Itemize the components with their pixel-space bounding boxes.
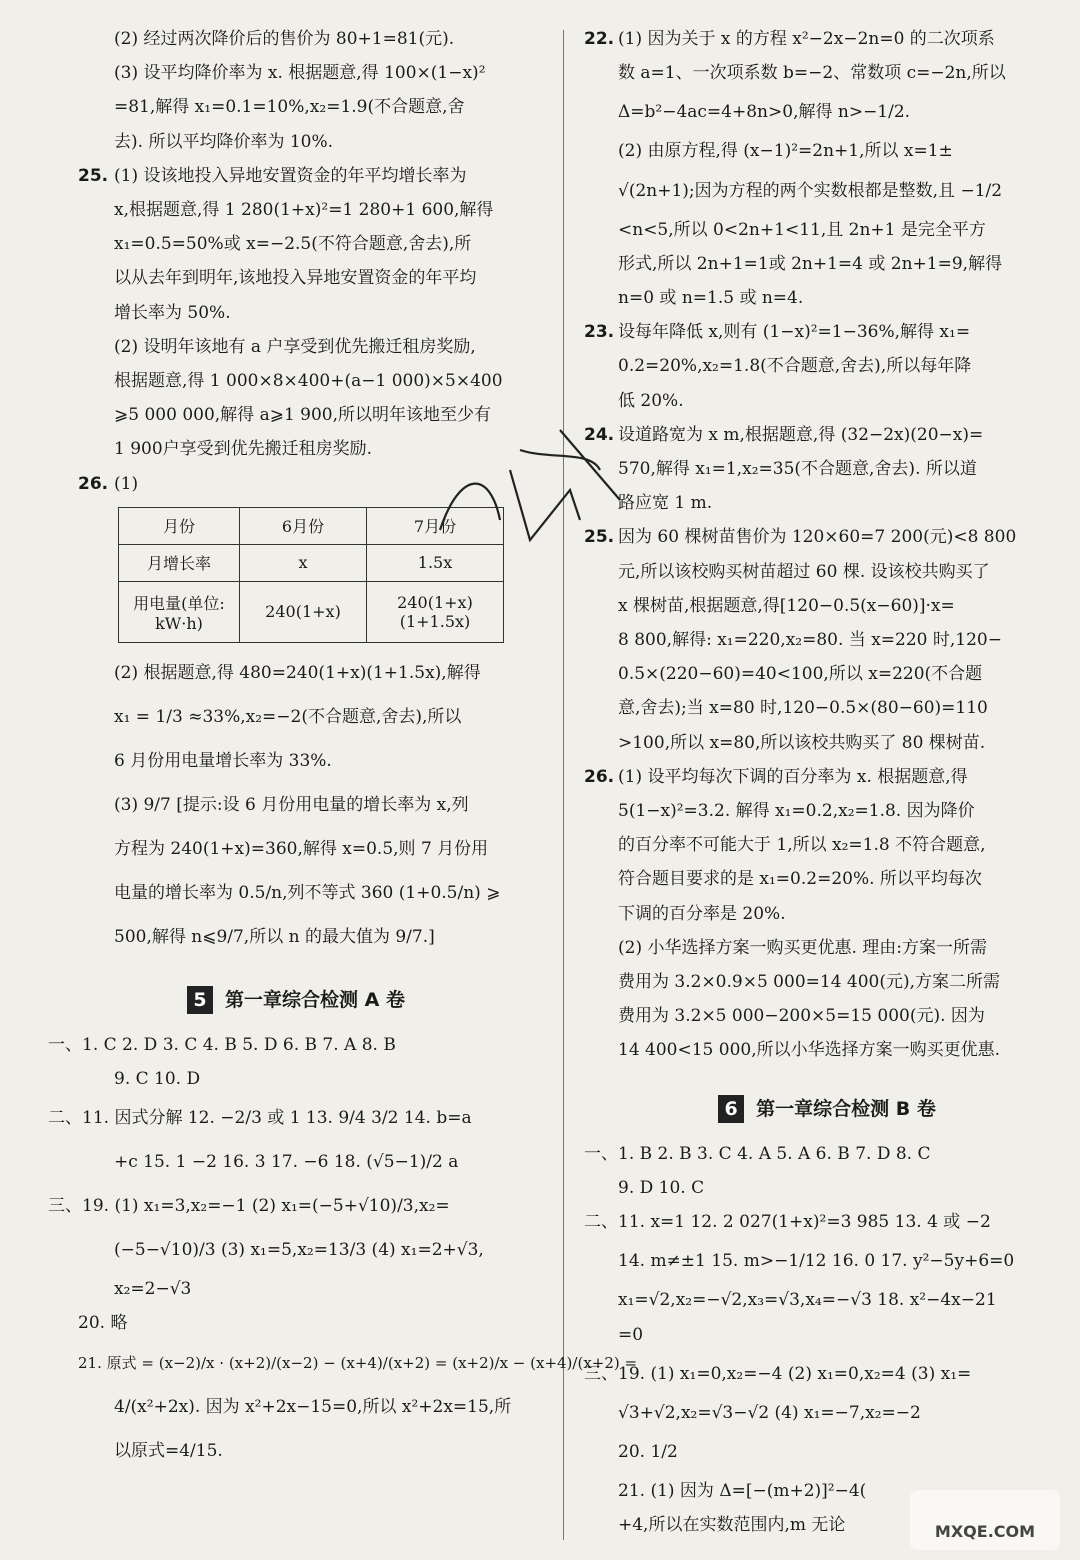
question-number: 25.: [584, 527, 615, 548]
text-line: 9. C 10. D: [114, 1069, 201, 1090]
text-line: 5(1−x)²=3.2. 解得 x₁=0.2,x₂=1.8. 因为降价: [618, 801, 975, 822]
handwritten-scribble: [420, 410, 640, 590]
text-line: 的百分率不可能大于 1,所以 x₂=1.8 不符合题意,: [618, 835, 986, 856]
table-cell: 240(1+x)(1+1.5x): [367, 581, 504, 642]
watermark-logo: [910, 1490, 1060, 1550]
question-number: 26.: [78, 473, 109, 494]
text-line: 20. 略: [78, 1313, 128, 1334]
question-number: 22.: [584, 29, 615, 49]
section-badge: 5: [187, 986, 213, 1014]
text-line: x₁ = 1/3 ≈33%,x₂=−2(不合题意,舍去),所以: [114, 706, 462, 727]
section-title: 第一章综合检测 B 卷: [756, 1097, 936, 1120]
table-cell: 7月份: [367, 507, 504, 544]
text-line: 0.5×(220−60)=40<100,所以 x=220(不合题: [618, 664, 983, 685]
text-line: (2) 设明年该地有 a 户享受到优先搬迁租房奖励,: [114, 336, 476, 357]
text-line: (−5−√10)/3 (3) x₁=5,x₂=13/3 (4) x₁=2+√3,: [114, 1240, 484, 1261]
question-number: 26.: [584, 766, 615, 787]
right-column: [584, 22, 1070, 1542]
text-line: (3) 9/7 [提示:设 6 月份用电量的增长率为 x,列: [114, 794, 469, 815]
text-line: 20. 1/2: [618, 1441, 678, 1462]
table-cell: 6月份: [240, 507, 367, 544]
text-line: 二、11. 因式分解 12. −2/3 或 1 13. 9/4 3/2 14. b=a: [48, 1108, 472, 1129]
text-line: 4/(x²+2x). 因为 x²+2x−15=0,所以 x²+2x=15,所: [114, 1396, 512, 1417]
table-cell: 用电量(单位: kW·h): [119, 581, 240, 642]
text-line: 9. D 10. C: [618, 1177, 705, 1198]
question-number: 23.: [584, 322, 615, 343]
text-line: 符合题目要求的是 x₁=0.2=20%. 所以平均每次: [618, 869, 982, 890]
text-line: +4,所以在实数范围内,m 无论: [618, 1515, 846, 1536]
text-line: 21. 原式 = (x−2)/x · (x+2)/(x−2) − (x+4)/(x+2) = (x+2)/x − (x+4)/(x+2) =: [78, 1353, 638, 1372]
text-line: 电量的增长率为 0.5/n,列不等式 360 (1+0.5/n) ⩾: [114, 882, 501, 903]
text-line: 一、1. C 2. D 3. C 4. B 5. D 6. B 7. A 8. B: [48, 1034, 396, 1055]
text-line: 路应宽 1 m.: [618, 493, 713, 514]
text-line: =81,解得 x₁=0.1=10%,x₂=1.9(不合题意,舍: [114, 97, 465, 118]
text-line: √3+√2,x₂=√3−√2 (4) x₁=−7,x₂=−2: [618, 1402, 921, 1423]
text-line: 三、19. (1) x₁=0,x₂=−4 (2) x₁=0,x₂=4 (3) x₁=: [584, 1363, 972, 1384]
text-line: 21. (1) 因为 Δ=[−(m+2)]²−4(: [618, 1480, 867, 1501]
table-cell: 240(1+x): [240, 581, 367, 642]
text-line: 费用为 3.2×5 000−200×5=15 000(元). 因为: [618, 1006, 985, 1027]
text-line: =0: [618, 1324, 644, 1345]
text-line: <n<5,所以 0<2n+1<11,且 2n+1 是完全平方: [618, 219, 986, 240]
text-line: (2) 根据题意,得 480=240(1+x)(1+1.5x),解得: [114, 662, 481, 683]
text-line: 二、11. x=1 12. 2 027(1+x)²=3 985 13. 4 或 −2: [584, 1212, 991, 1233]
text-line: 方程为 240(1+x)=360,解得 x=0.5,则 7 月份用: [114, 838, 489, 859]
question-24-first-line: 24. 设道路宽为 x m,根据题意,得 (32−2x)(20−x)=: [584, 418, 1070, 452]
text-line: (2) 小华选择方案一购买更优惠. 理由:方案一所需: [618, 937, 988, 958]
question-number: 24.: [584, 424, 615, 445]
section-title: 第一章综合检测 A 卷: [225, 988, 405, 1011]
text-line: 低 20%.: [618, 390, 684, 411]
left-column: [48, 22, 638, 1473]
text-line: 意,舍去);当 x=80 时,120−0.5×(80−60)=110: [618, 698, 988, 719]
text-line: Δ=b²−4ac=4+8n>0,解得 n>−1/2.: [618, 102, 911, 123]
text-line: 8 800,解得: x₁=220,x₂=80. 当 x=220 时,120−: [618, 630, 1002, 651]
text-line: 增长率为 50%.: [114, 302, 231, 323]
text-line: >100,所以 x=80,所以该校共购买了 80 棵树苗.: [618, 732, 986, 753]
text-line: n=0 或 n=1.5 或 n=4.: [618, 288, 804, 309]
text-line: x₂=2−√3: [114, 1279, 192, 1300]
text-line: 1 900户享受到优先搬迁租房奖励.: [114, 439, 373, 460]
table-cell: 1.5x: [367, 544, 504, 581]
section-heading-5: [48, 985, 544, 1014]
text-line: x₁=√2,x₂=−√2,x₃=√3,x₄=−√3 18. x²−4x−21: [618, 1290, 997, 1311]
text-line: 一、1. B 2. B 3. C 4. A 5. A 6. B 7. D 8. C: [584, 1143, 931, 1164]
question-26-first-line: 26. (1): [48, 467, 544, 501]
text-line: (3) 设平均降价率为 x. 根据题意,得 100×(1−x)²: [114, 63, 486, 84]
text-line: 三、19. (1) x₁=3,x₂=−1 (2) x₁=(−5+√10)/3,x₂=: [48, 1196, 450, 1217]
table-cell: 月增长率: [119, 544, 240, 581]
text-line: 费用为 3.2×0.9×5 000=14 400(元),方案二所需: [618, 972, 1001, 993]
section-badge: 6: [718, 1095, 744, 1123]
text-line: x₁=0.5=50%或 x=−2.5(不符合题意,舍去),所: [114, 234, 472, 255]
text-line: x 棵树苗,根据题意,得[120−0.5(x−60)]·x=: [618, 595, 955, 616]
question-number: 25.: [78, 165, 109, 186]
text-line: ⩾5 000 000,解得 a⩾1 900,所以明年该地至少有: [114, 405, 492, 426]
question-26-first-line: 26. (1) 设平均每次下调的百分率为 x. 根据题意,得: [584, 760, 1070, 794]
table-cell: x: [240, 544, 367, 581]
question-25-first-line: 25. (1) 设该地投入异地安置资金的年平均增长率为: [48, 159, 544, 193]
question-25-first-line: 25. 因为 60 棵树苗售价为 120×60=7 200(元)<8 800: [584, 520, 1070, 554]
text-line: 元,所以该校购买树苗超过 60 棵. 设该校共购买了: [618, 561, 990, 582]
column-divider: [563, 30, 564, 1540]
question-23-first-line: 23. 设每年降低 x,则有 (1−x)²=1−36%,解得 x₁=: [584, 315, 1070, 349]
text-line: 以从去年到明年,该地投入异地安置资金的年平均: [114, 268, 477, 289]
text-line: 570,解得 x₁=1,x₂=35(不合题意,舍去). 所以道: [618, 459, 977, 480]
table-cell: 月份: [119, 507, 240, 544]
text-line: 0.2=20%,x₂=1.8(不合题意,舍去),所以每年降: [618, 356, 972, 377]
section-heading-6: [584, 1094, 1070, 1123]
text-line: (2) 由原方程,得 (x−1)²=2n+1,所以 x=1±: [618, 141, 953, 162]
text-line: (2) 经过两次降价后的售价为 80+1=81(元).: [114, 29, 455, 49]
question-22-first-line: 22. (1) 因为关于 x 的方程 x²−2x−2n=0 的二次项系: [584, 22, 1070, 56]
text-line: 6 月份用电量增长率为 33%.: [114, 750, 332, 771]
text-line: √(2n+1);因为方程的两个实数根都是整数,且 −1/2: [618, 180, 1003, 201]
text-line: 500,解得 n⩽9/7,所以 n 的最大值为 9/7.]: [114, 926, 435, 947]
text-line: 去). 所以平均降价率为 10%.: [114, 131, 334, 152]
text-line: +c 15. 1 −2 16. 3 17. −6 18. (√5−1)/2 a: [114, 1152, 459, 1173]
text-line: 14. m≠±1 15. m>−1/12 16. 0 17. y²−5y+6=0: [618, 1251, 1015, 1272]
text-line: x,根据题意,得 1 280(1+x)²=1 280+1 600,解得: [114, 200, 494, 221]
text-line: 14 400<15 000,所以小华选择方案一购买更优惠.: [618, 1040, 1001, 1061]
text-line: 形式,所以 2n+1=1或 2n+1=4 或 2n+1=9,解得: [618, 253, 1003, 274]
text-line: 下调的百分率是 20%.: [618, 903, 786, 924]
table-row: [119, 581, 504, 642]
text-line: 以原式=4/15.: [114, 1440, 223, 1461]
watermark-text: MXQE.COM: [934, 1522, 1036, 1541]
text-line: 根据题意,得 1 000×8×400+(a−1 000)×5×400: [114, 371, 503, 392]
text-line: 数 a=1、一次项系数 b=−2、常数项 c=−2n,所以: [618, 63, 1006, 84]
